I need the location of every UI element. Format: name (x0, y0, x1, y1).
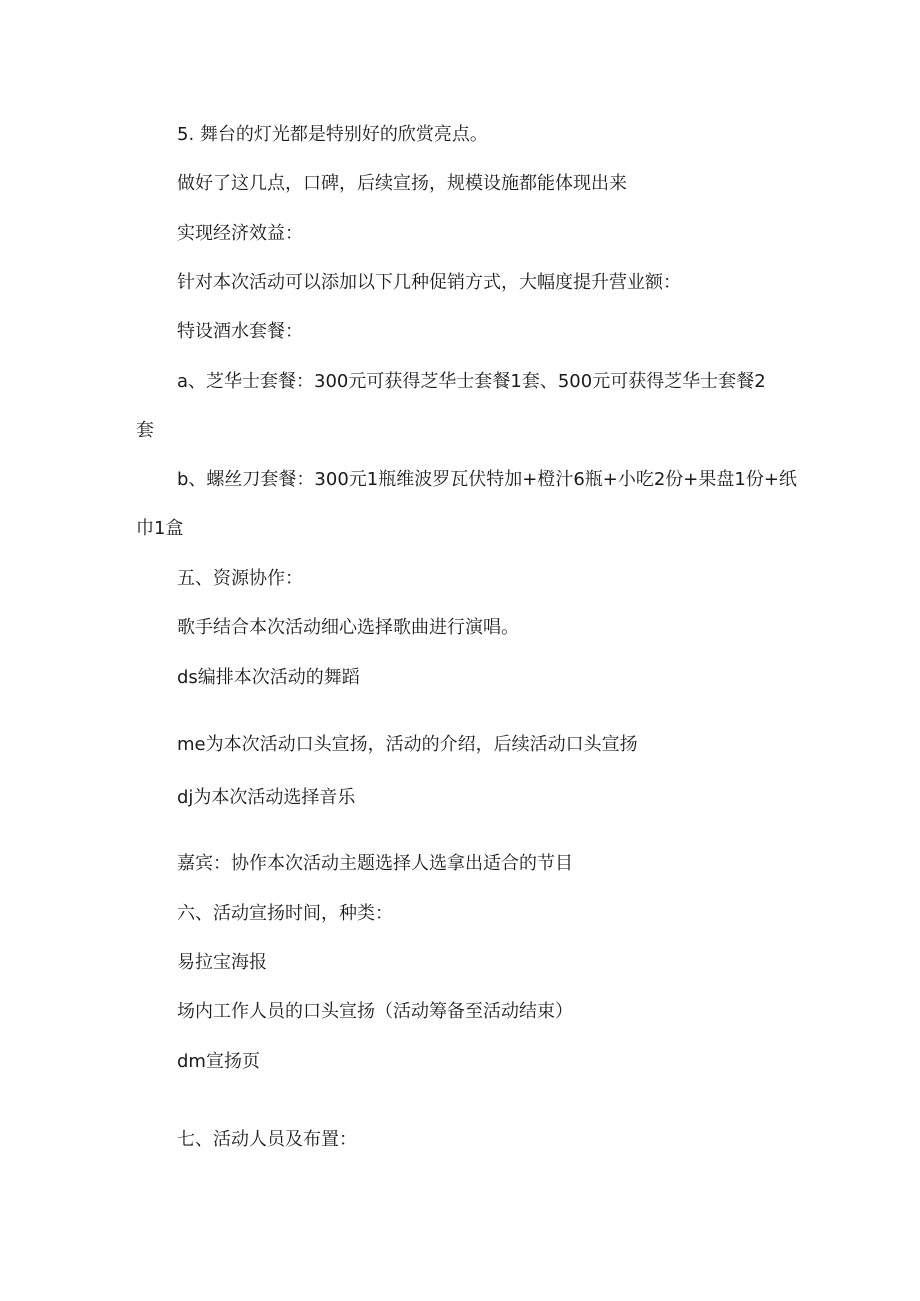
section-heading-staff-layout: 七、活动人员及布置： (177, 1129, 357, 1150)
section-heading-promotion-time: 六、活动宣扬时间，种类： (177, 903, 393, 924)
text-line-package-a: a、芝华士套餐：300元可获得芝华士套餐1套、500元可获得芝华士套餐2 (177, 371, 766, 392)
text-line-reputation: 做好了这几点，口碑，后续宣扬，规模设施都能体现出来 (177, 173, 627, 194)
text-line-package-b: b、螺丝刀套餐：300元1瓶维波罗瓦伏特加+橙汁6瓶+小吃2份+果盘1份+纸 (177, 469, 797, 490)
text-line-me: me为本次活动口头宣扬，活动的介绍，后续活动口头宣扬 (177, 734, 638, 755)
text-line-ds: ds编排本次活动的舞蹈 (177, 667, 360, 688)
text-line-package-a-cont: 套 (136, 420, 154, 441)
text-line-package-b-cont: 巾1盒 (136, 518, 184, 539)
text-line-guests: 嘉宾：协作本次活动主题选择人选拿出适合的节目 (177, 853, 573, 874)
text-line-drink-packages: 特设酒水套餐： (177, 321, 303, 342)
text-line-dj: dj为本次活动选择音乐 (177, 787, 356, 808)
text-line-singer: 歌手结合本次活动细心选择歌曲进行演唱。 (177, 617, 519, 638)
text-line-economic-benefit: 实现经济效益： (177, 223, 303, 244)
section-heading-resources: 五、资源协作： (177, 568, 303, 589)
text-line-dm-flyer: dm宣扬页 (177, 1051, 260, 1072)
text-line-rollup-poster: 易拉宝海报 (177, 952, 267, 973)
text-line-promotion-intro: 针对本次活动可以添加以下几种促销方式，大幅度提升营业额： (177, 272, 681, 293)
text-line-staff-promotion: 场内工作人员的口头宣扬（活动筹备至活动结束） (177, 1001, 573, 1022)
text-line-stage-lighting: 5. 舞台的灯光都是特别好的欣赏亮点。 (177, 124, 488, 145)
